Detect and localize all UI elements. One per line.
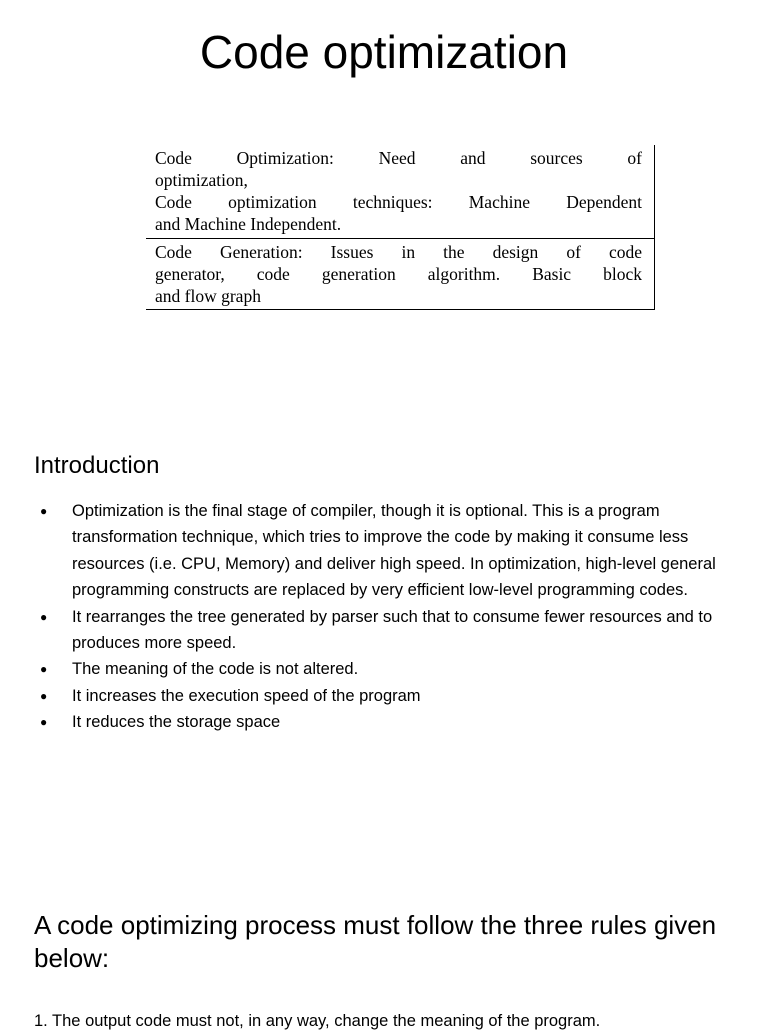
syllabus-row-generation (146, 239, 654, 310)
list-item-text: It reduces the storage space (72, 713, 281, 732)
bullet-icon: ● (40, 662, 48, 677)
list-item (34, 604, 734, 657)
list-item-text: It rearranges the tree generated by parser such that to consume fewer resources and to produces more speed. (72, 607, 713, 653)
syllabus-line: Code Optimization: Need and sources of (155, 148, 642, 168)
syllabus-line: and Machine Independent. (155, 214, 342, 234)
introduction-heading: Introduction (34, 452, 160, 479)
syllabus-row-optimization (146, 145, 654, 239)
page-title: Code optimization (199, 26, 569, 78)
list-item (34, 498, 734, 604)
syllabus-table (146, 145, 655, 310)
list-item (34, 656, 734, 682)
list-item (34, 709, 734, 735)
bullet-icon: ● (40, 688, 48, 703)
syllabus-line: Code Generation: Issues in the design of code (155, 242, 642, 262)
rule-item-1: 1. The output code must not, in any way, change the meaning of the program. (34, 1012, 601, 1030)
syllabus-line: and flow graph (155, 286, 261, 306)
syllabus-line: optimization, (155, 170, 248, 190)
bullet-icon: ● (40, 609, 48, 624)
bullet-icon: ● (40, 504, 48, 518)
list-item-text: Optimization is the final stage of compiler, though it is optional. This is a program transformation technique, which tries to improve the code by making it consume less resources (i.e. CPU, Memory) and deliver high speed. In optimization, high-level general programming constructs are replaced by very efficient low-level programming codes. (72, 502, 716, 600)
syllabus-line: generator, code generation algorithm. Basic block (155, 264, 642, 284)
list-item-text: It increases the execution speed of the program (72, 686, 421, 705)
bullet-icon: ● (40, 715, 48, 730)
syllabus-line: Code optimization techniques: Machine Dependent (155, 192, 642, 212)
introduction-bullet-list (34, 498, 734, 736)
list-item-text: The meaning of the code is not altered. (72, 660, 359, 679)
list-item (34, 683, 734, 709)
rules-heading: A code optimizing process must follow the three rules given below: (34, 910, 717, 973)
